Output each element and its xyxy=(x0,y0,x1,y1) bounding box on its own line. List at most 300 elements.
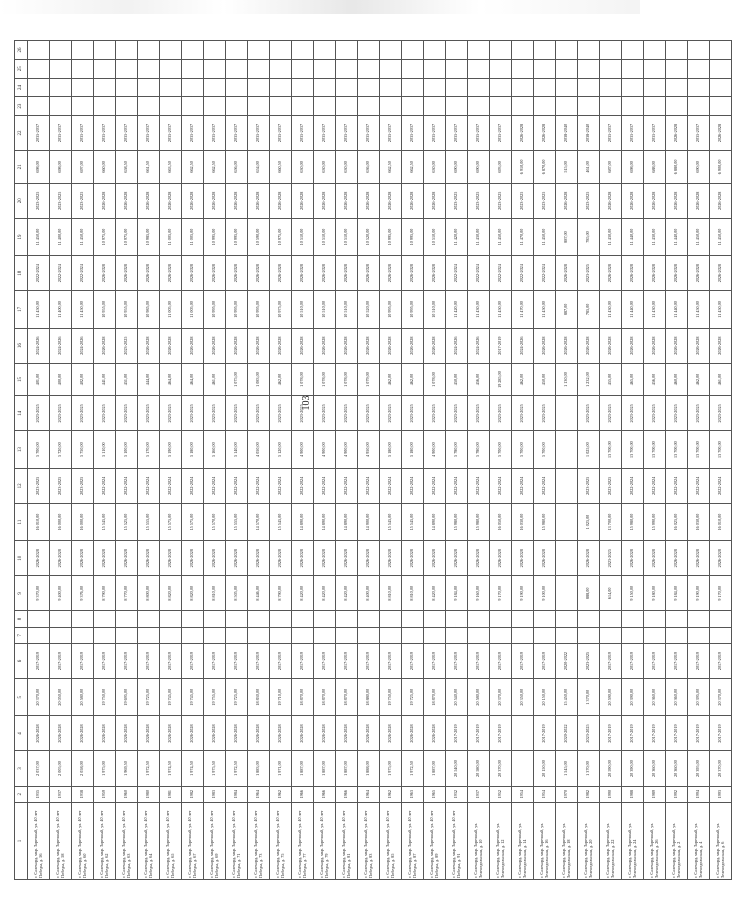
table-cell: 11 450,00 xyxy=(688,218,710,255)
table-cell: 2035-2037 xyxy=(28,115,50,150)
table-cell xyxy=(28,59,50,78)
table-cell xyxy=(556,59,578,78)
table-cell: 2026-2028 xyxy=(292,541,314,576)
table-cell: 455,00 xyxy=(600,363,622,396)
table-cell xyxy=(270,611,292,627)
table-cell xyxy=(688,611,710,627)
table-cell: 2035-2037 xyxy=(446,115,468,150)
table-row xyxy=(534,41,556,880)
table-cell: 11 450,00 xyxy=(72,291,94,328)
table-cell: 1970 xyxy=(556,786,578,802)
table-cell: 9 400,00 xyxy=(50,576,72,611)
table-cell: 2023-2025 xyxy=(138,396,160,431)
table-cell: 5 110,00 xyxy=(94,431,116,468)
table-cell xyxy=(248,97,270,116)
table-cell: 5 180,00 xyxy=(380,431,402,468)
table-cell: 20 590,00 xyxy=(600,679,622,716)
column-header: 19 xyxy=(15,218,28,255)
table-cell: 2023-2025 xyxy=(600,541,622,576)
table-cell: 9 370,00 xyxy=(28,576,50,611)
table-cell: 2023-2025 xyxy=(116,328,138,363)
table-cell: 2020-2022 xyxy=(556,716,578,751)
table-cell: 1 887,00 xyxy=(314,751,336,786)
table-cell: 2024-2026 xyxy=(446,328,468,363)
table-cell: 402,00 xyxy=(72,363,94,396)
table-cell: 2026-2028 xyxy=(644,541,666,576)
table-cell: 2026-2028 xyxy=(380,328,402,363)
table-cell: 11 440,00 xyxy=(622,218,644,255)
table-cell: 2026-2028 xyxy=(50,716,72,751)
table-cell xyxy=(160,611,182,627)
table-cell: 2026-2028 xyxy=(314,328,336,363)
table-cell: 15 575,00 xyxy=(182,503,204,540)
table-cell: 2026-2028 xyxy=(28,716,50,751)
table-cell: 1 079,00 xyxy=(358,363,380,396)
column-header: 20 xyxy=(15,183,28,218)
table-cell xyxy=(446,78,468,97)
column-header: 21 xyxy=(15,151,28,184)
table-cell xyxy=(116,97,138,116)
table-cell: 887,00 xyxy=(556,291,578,328)
table-cell: 10 985,00 xyxy=(138,291,160,328)
table-cell: 1964 xyxy=(358,786,380,802)
table-cell: 2017-2019 xyxy=(512,644,534,679)
table-cell: 1990 xyxy=(600,786,622,802)
table-cell: 8 420,00 xyxy=(336,576,358,611)
table-cell: 16 000,00 xyxy=(72,503,94,540)
table-cell: 1992 xyxy=(666,786,688,802)
table-cell xyxy=(358,97,380,116)
table-cell xyxy=(490,59,512,78)
table-cell: 11 440,00 xyxy=(622,291,644,328)
table-cell: 1 883,00 xyxy=(248,751,270,786)
table-cell: 2035-2037 xyxy=(94,115,116,150)
table-cell xyxy=(688,41,710,60)
table-cell: 20 395,00 xyxy=(688,679,710,716)
table-cell xyxy=(270,97,292,116)
table-row xyxy=(380,41,402,880)
table-cell xyxy=(402,97,424,116)
table-cell: 2023-2025 xyxy=(72,468,94,503)
table-cell xyxy=(600,41,622,60)
table-cell xyxy=(182,41,204,60)
table-cell: 15 990,00 xyxy=(644,503,666,540)
table-cell: 5 700,00 xyxy=(28,431,50,468)
table-cell xyxy=(446,627,468,643)
table-cell xyxy=(622,78,644,97)
table-cell: 461,00 xyxy=(710,363,732,396)
table-cell: 2026-2028 xyxy=(402,256,424,291)
table-cell: 2023-2025 xyxy=(248,396,270,431)
table-cell: 2035-2037 xyxy=(116,115,138,150)
table-cell: 2023-2025 xyxy=(446,396,468,431)
table-cell: 2026-2028 xyxy=(424,183,446,218)
table-cell: 15 450,00 xyxy=(556,679,578,716)
table-cell: 20 590,00 xyxy=(600,751,622,786)
table-cell: 20 150,00 xyxy=(534,751,556,786)
table-cell: 1 025,00 xyxy=(578,431,600,468)
table-cell xyxy=(28,78,50,97)
table-cell xyxy=(204,78,226,97)
table-cell: 2026-2028 xyxy=(600,256,622,291)
table-cell: 2017-2019 xyxy=(468,644,490,679)
table-cell xyxy=(182,627,204,643)
column-header: 13 xyxy=(15,431,28,468)
table-cell: 2017-2019 xyxy=(446,644,468,679)
table-cell: 456,00 xyxy=(468,363,490,396)
column-header: 6 xyxy=(15,644,28,679)
table-cell xyxy=(248,627,270,643)
table-cell: 2017-2019 xyxy=(710,716,732,751)
table-cell: 1981 xyxy=(160,786,182,802)
table-cell: 2026-2028 xyxy=(94,256,116,291)
table-cell: 20 370,00 xyxy=(28,679,50,716)
table-cell: 1937 xyxy=(468,786,490,802)
table-cell xyxy=(380,627,402,643)
table-cell xyxy=(556,627,578,643)
column-header: 23 xyxy=(15,97,28,116)
address-cell: г. Салехард, мкр. Заречный, ул. 40 лет Победы, д. 65 xyxy=(160,802,182,879)
table-cell xyxy=(600,78,622,97)
table-cell xyxy=(314,611,336,627)
table-cell: 2022-2024 xyxy=(336,468,358,503)
table-cell: 9 184,00 xyxy=(666,576,688,611)
table-cell: 2026-2028 xyxy=(600,328,622,363)
table-cell xyxy=(666,97,688,116)
table-cell: 2017-2019 xyxy=(446,716,468,751)
table-cell: 2035-2037 xyxy=(622,115,644,150)
table-cell: 15 980,00 xyxy=(622,503,644,540)
table-cell: 2035-2037 xyxy=(160,115,182,150)
table-cell: 2026-2028 xyxy=(358,183,380,218)
table-cell: 20 360,00 xyxy=(666,679,688,716)
table-cell: 2017-2019 xyxy=(644,644,666,679)
table-cell xyxy=(138,97,160,116)
table-cell xyxy=(94,59,116,78)
table-cell: 2035-2037 xyxy=(204,115,226,150)
table-cell xyxy=(644,59,666,78)
table-cell: 451,00 xyxy=(116,363,138,396)
table-cell: 15 545,00 xyxy=(94,503,116,540)
table-cell: 15 555,00 xyxy=(138,503,160,540)
table-cell: 2023-2025 xyxy=(644,396,666,431)
table-cell: 2023-2025 xyxy=(578,256,600,291)
table-cell: 2035-2037 xyxy=(270,115,292,150)
table-cell: 1960 xyxy=(116,786,138,802)
table-cell xyxy=(160,78,182,97)
address-cell: г. Салехард, мкр. Заречный, ул. 40 лет Победы, д. 64 xyxy=(138,802,160,879)
table-cell xyxy=(710,97,732,116)
table-cell: 614,00 xyxy=(600,576,622,611)
table-cell: 2026-2028 xyxy=(666,256,688,291)
table-cell: 2022-2024 xyxy=(204,468,226,503)
table-cell: 2026-2028 xyxy=(688,183,710,218)
table-cell: 18 870,00 xyxy=(292,679,314,716)
table-cell: 11 420,00 xyxy=(446,218,468,255)
table-cell: 2017-2019 xyxy=(314,644,336,679)
table-cell: 10 510,00 xyxy=(336,291,358,328)
table-cell xyxy=(556,541,578,576)
table-cell: 1 075,00 xyxy=(226,363,248,396)
table-cell: 2022-2024 xyxy=(138,468,160,503)
address-cell: г. Салехард, мкр. Заречный, ул. 40 лет Победы, д. 87 xyxy=(402,802,424,879)
table-cell: 16 030,00 xyxy=(688,503,710,540)
table-cell: 515,00 xyxy=(556,151,578,184)
column-header: 25 xyxy=(15,59,28,78)
table-cell xyxy=(116,611,138,627)
table-cell: 2026-2028 xyxy=(116,183,138,218)
column-header: 12 xyxy=(15,468,28,503)
table-cell: 1 887,00 xyxy=(292,751,314,786)
table-row xyxy=(138,41,160,880)
table-row xyxy=(116,41,138,880)
table-cell: 2026-2028 xyxy=(138,716,160,751)
address-cell: г. Салехард, мкр. Заречный, ул. Зеленодольская, д. 4 xyxy=(688,802,710,879)
table-cell: 1938 xyxy=(72,786,94,802)
data-table xyxy=(14,40,732,880)
table-cell xyxy=(248,59,270,78)
table-cell: 9 190,00 xyxy=(688,576,710,611)
table-cell: 20 580,00 xyxy=(468,751,490,786)
table-row xyxy=(94,41,116,880)
table-cell: 9 160,00 xyxy=(468,576,490,611)
column-header: 22 xyxy=(15,115,28,150)
table-cell: 2022-2024 xyxy=(490,256,512,291)
table-cell: 1 888,00 xyxy=(358,751,380,786)
table-cell: 2026-2028 xyxy=(160,541,182,576)
address-cell: г. Салехард, мкр. Заречный, ул. Зеленодольская, д. 26 xyxy=(644,802,666,879)
table-cell: 2026-2028 xyxy=(358,716,380,751)
table-cell xyxy=(710,611,732,627)
table-cell xyxy=(490,611,512,627)
address-cell: г. Салехард, мкр. Заречный, ул. Зеленодольская, д. 18 xyxy=(556,802,578,879)
table-row xyxy=(160,41,182,880)
table-cell: 2023-2025 xyxy=(116,396,138,431)
table-cell: 2026-2028 xyxy=(204,256,226,291)
table-cell xyxy=(116,41,138,60)
table-cell: 5 750,00 xyxy=(72,431,94,468)
table-cell xyxy=(556,431,578,468)
table-cell: 13 700,00 xyxy=(710,431,732,468)
table-cell: 13 700,00 xyxy=(666,431,688,468)
table-cell xyxy=(380,41,402,60)
table-cell: 2026-2028 xyxy=(292,183,314,218)
address-cell: г. Салехард, мкр. Заречный, ул. 40 лет Победы, д. 56 xyxy=(28,802,50,879)
table-cell: 690,00 xyxy=(446,151,468,184)
table-cell: 2035-2037 xyxy=(336,115,358,150)
table-cell xyxy=(138,78,160,97)
table-cell xyxy=(160,41,182,60)
table-cell xyxy=(138,627,160,643)
table-cell: 2026-2028 xyxy=(292,256,314,291)
table-cell: 1984 xyxy=(226,786,248,802)
table-cell: 2022-2024 xyxy=(72,256,94,291)
table-cell: 785,00 xyxy=(578,291,600,328)
table-cell xyxy=(28,41,50,60)
table-cell: 2026-2028 xyxy=(622,541,644,576)
table-row xyxy=(446,41,468,880)
table-cell xyxy=(534,627,556,643)
table-cell xyxy=(512,59,534,78)
table-cell: 2023-2025 xyxy=(28,183,50,218)
table-cell: 9 376,00 xyxy=(72,576,94,611)
table-cell: 2023-2025 xyxy=(468,396,490,431)
table-cell: 2026-2028 xyxy=(710,256,732,291)
address-cell: г. Салехард, мкр. Заречный, ул. Зеленодольская, д. 22 xyxy=(600,802,622,879)
table-cell: 2023-2025 xyxy=(578,396,600,431)
table-cell: 11 005,00 xyxy=(160,218,182,255)
table-cell: 462,00 xyxy=(270,363,292,396)
table-cell: 8 820,00 xyxy=(160,576,182,611)
table-cell: 2026-2028 xyxy=(160,183,182,218)
rotated-table-container xyxy=(14,40,725,880)
table-cell: 18 870,00 xyxy=(314,679,336,716)
table-cell: 20 150,00 xyxy=(534,679,556,716)
table-cell: 1 078,00 xyxy=(336,363,358,396)
table-cell xyxy=(314,97,336,116)
table-cell xyxy=(94,627,116,643)
table-cell xyxy=(226,611,248,627)
table-cell: 19 745,00 xyxy=(182,679,204,716)
table-cell xyxy=(380,611,402,627)
table-cell: 10 995,00 xyxy=(226,291,248,328)
table-cell: 2023-2025 xyxy=(50,468,72,503)
table-cell: 2023-2025 xyxy=(94,396,116,431)
table-cell: 1 078,00 xyxy=(424,363,446,396)
table-cell: 2026-2028 xyxy=(292,328,314,363)
table-cell: 2 037,00 xyxy=(28,751,50,786)
table-cell: 1 975,50 xyxy=(204,751,226,786)
table-cell: 10 995,00 xyxy=(248,291,270,328)
table-cell xyxy=(336,627,358,643)
table-cell: 5 190,00 xyxy=(160,431,182,468)
table-cell xyxy=(710,627,732,643)
table-cell: 690,00 xyxy=(468,151,490,184)
table-cell xyxy=(446,59,468,78)
table-cell xyxy=(270,78,292,97)
table-cell: 2035-2037 xyxy=(182,115,204,150)
table-cell: 401,00 xyxy=(28,363,50,396)
table-cell: 2026-2028 xyxy=(622,256,644,291)
table-cell: 636,00 xyxy=(358,151,380,184)
table-cell: 2035-2037 xyxy=(292,115,314,150)
table-cell: 20 050,00 xyxy=(50,679,72,716)
table-cell: 2026-2028 xyxy=(72,716,94,751)
table-cell xyxy=(512,716,534,751)
table-cell: 2026-2028 xyxy=(534,328,556,363)
document-area xyxy=(14,40,725,880)
table-cell xyxy=(556,97,578,116)
table-cell: 662,50 xyxy=(402,151,424,184)
table-cell: 8 790,00 xyxy=(94,576,116,611)
table-cell xyxy=(512,41,534,60)
table-cell: 462,00 xyxy=(688,363,710,396)
table-cell xyxy=(380,97,402,116)
table-cell: 2026-2028 xyxy=(314,541,336,576)
table-cell: 19 725,00 xyxy=(402,679,424,716)
table-cell xyxy=(270,59,292,78)
table-cell: 2017-2019 xyxy=(270,644,292,679)
table-cell xyxy=(490,97,512,116)
table-cell xyxy=(688,627,710,643)
table-cell: 2035-2037 xyxy=(358,115,380,150)
table-cell: 2 005,00 xyxy=(50,751,72,786)
address-cell: г. Салехард, мкр. Заречный, ул. 40 лет Победы, д. 75 xyxy=(270,802,292,879)
table-cell: 2023-2025 xyxy=(622,396,644,431)
table-cell: 8 770,00 xyxy=(116,576,138,611)
table-cell: 688,00 xyxy=(644,151,666,184)
table-row xyxy=(226,41,248,880)
table-cell: 9 190,00 xyxy=(512,576,534,611)
table-cell: 2038-2040 xyxy=(556,115,578,150)
address-cell: г. Салехард, мкр. Заречный, ул. Зеленодольская, д. 10 xyxy=(468,802,490,879)
table-cell: 2017-2019 xyxy=(600,716,622,751)
table-cell: 15 545,00 xyxy=(270,503,292,540)
table-cell: 11 450,00 xyxy=(710,218,732,255)
table-cell xyxy=(204,97,226,116)
table-cell: 1965 xyxy=(424,786,446,802)
table-cell: 10 520,00 xyxy=(358,218,380,255)
table-cell: 10 510,00 xyxy=(424,218,446,255)
table-cell: 11 430,00 xyxy=(644,291,666,328)
table-cell: 2022-2024 xyxy=(424,468,446,503)
table-cell: 9 150,00 xyxy=(622,576,644,611)
table-cell: 5 140,00 xyxy=(226,431,248,468)
table-cell: 2017-2019 xyxy=(490,328,512,363)
table-cell: 20 395,00 xyxy=(688,751,710,786)
table-cell: 2023-2025 xyxy=(490,396,512,431)
table-cell: 10 995,00 xyxy=(402,218,424,255)
table-cell: 2022-2024 xyxy=(270,468,292,503)
table-cell: 2017-2019 xyxy=(116,644,138,679)
table-cell xyxy=(50,627,72,643)
table-cell: 2026-2028 xyxy=(666,541,688,576)
table-cell: 2026-2028 xyxy=(314,183,336,218)
table-cell: 1 083,00 xyxy=(248,363,270,396)
table-cell: 2026-2028 xyxy=(226,256,248,291)
table-cell: 10 510,00 xyxy=(336,218,358,255)
table-cell: 2023-2025 xyxy=(710,396,732,431)
table-cell: 2017-2019 xyxy=(50,644,72,679)
table-cell: 18 870,00 xyxy=(424,679,446,716)
table-cell: 690,00 xyxy=(688,151,710,184)
table-cell: 1 887,00 xyxy=(336,751,358,786)
table-cell: 2026-2028 xyxy=(424,328,446,363)
table-cell: 20 360,00 xyxy=(644,679,666,716)
scan-edge-artifact xyxy=(0,0,640,14)
table-cell: 460,00 xyxy=(666,363,688,396)
table-cell: 630,00 xyxy=(336,151,358,184)
table-cell: 2023-2025 xyxy=(292,396,314,431)
table-row xyxy=(248,41,270,880)
table-cell: 888,00 xyxy=(578,576,600,611)
table-cell xyxy=(314,627,336,643)
table-cell xyxy=(446,97,468,116)
table-cell: 2017-2019 xyxy=(534,644,556,679)
table-cell: 2022-2024 xyxy=(688,468,710,503)
table-cell: 2022-2024 xyxy=(534,256,556,291)
table-cell: 15 980,00 xyxy=(446,503,468,540)
table-cell: 9 180,00 xyxy=(644,576,666,611)
table-cell: 6 910,00 xyxy=(512,151,534,184)
table-cell: 456,00 xyxy=(644,363,666,396)
table-cell: 19 710,00 xyxy=(270,679,292,716)
table-cell: 2023-2025 xyxy=(72,183,94,218)
table-cell xyxy=(402,78,424,97)
table-cell xyxy=(424,78,446,97)
page-number: 103 xyxy=(301,395,312,411)
table-cell: 11 450,00 xyxy=(28,218,50,255)
